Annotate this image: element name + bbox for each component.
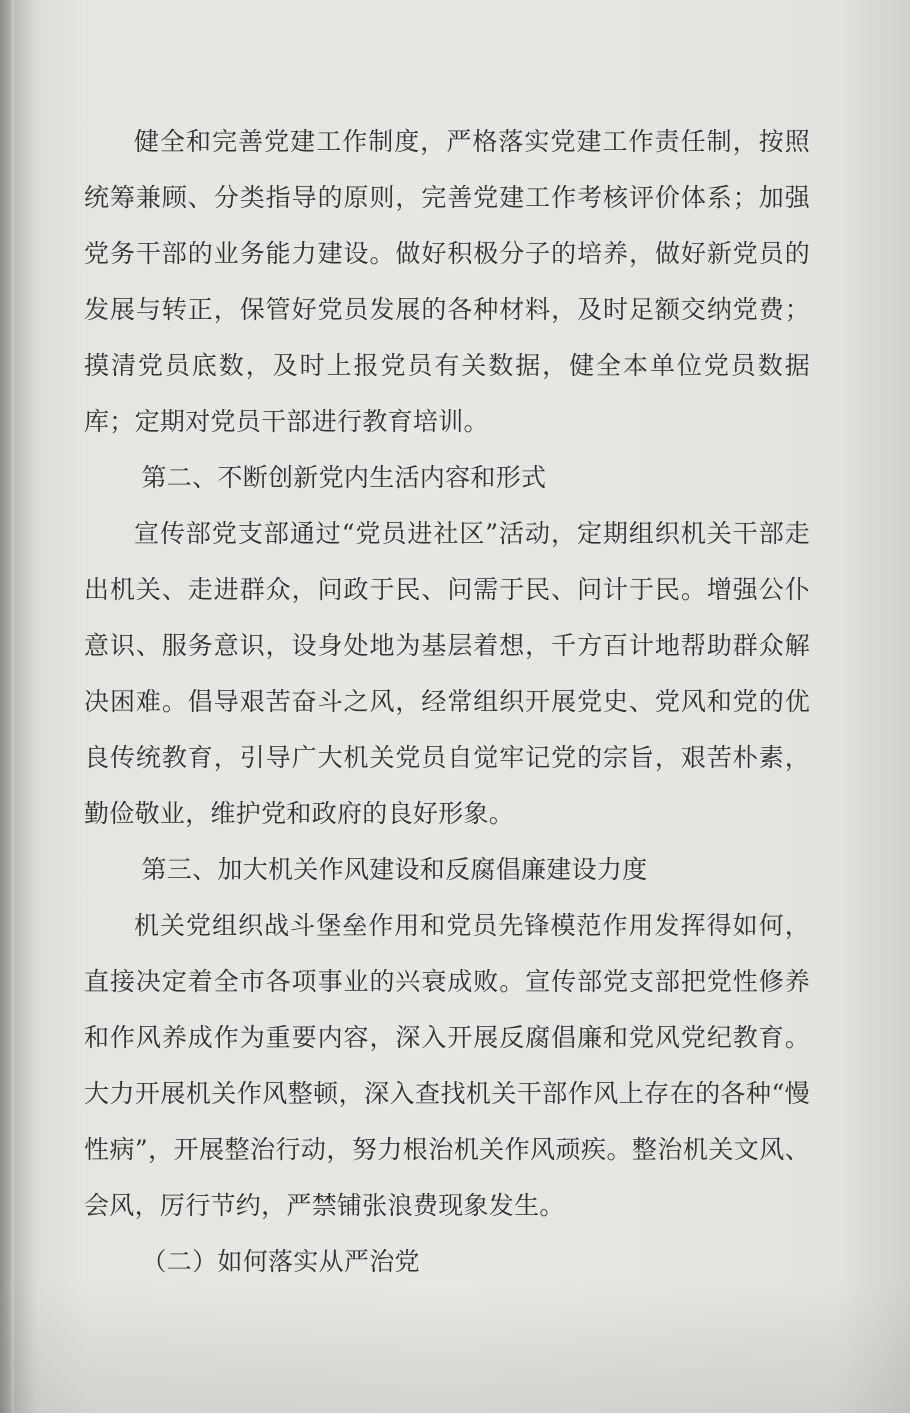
heading-work-style-and-anti-corruption: 第三、加大机关作风建设和反腐倡廉建设力度 xyxy=(141,855,648,884)
paragraph-members-into-community: 宣传部党支部通过“党员进社区”活动，定期组织机关干部走出机关、走进群众，问政于民、问需于民、问计于民。增强公仆意识、服务意识，设身处地为基层着想，千方百计地帮助群众解决困难。倡导艰苦奋斗之风，经常组织开展党史、党风和党的优良传统教育，引导广大机关党员自觉牢记党的宗旨，艰苦朴素，勤俭敬业，维护党和政府的良好形象。 xyxy=(84,519,810,828)
heading-strict-party-governance: （二）如何落实从严治党 xyxy=(141,1247,420,1276)
document-body xyxy=(84,114,810,1290)
page-bottom-shadow xyxy=(0,1280,910,1413)
paragraph-party-building-system: 健全和完善党建工作制度，严格落实党建工作责任制，按照统筹兼顾、分类指导的原则，完善党建工作考核评价体系；加强党务干部的业务能力建设。做好积极分子的培养，做好新党员的发展与转正，保管好党员发展的各种材料，及时足额交纳党费；摸清党员底数，及时上报党员有关数据，健全本单位党员数据库；定期对党员干部进行教育培训。 xyxy=(84,127,810,436)
heading-innovate-party-life: 第二、不断创新党内生活内容和形式 xyxy=(141,463,547,492)
page-edge-shadow xyxy=(0,0,14,1413)
paragraph-organization-role: 机关党组织战斗堡垒作用和党员先锋模范作用发挥得如何，直接决定着全市各项事业的兴衰成败。宣传部党支部把党性修养和作风养成作为重要内容，深入开展反腐倡廉和党风党纪教育。大力开展机关作风整顿，深入查找机关干部作风上存在的各种“慢性病”，开展整治行动，努力根治机关作风顽疾。整治机关文风、会风，厉行节约，严禁铺张浪费现象发生。 xyxy=(84,911,810,1220)
